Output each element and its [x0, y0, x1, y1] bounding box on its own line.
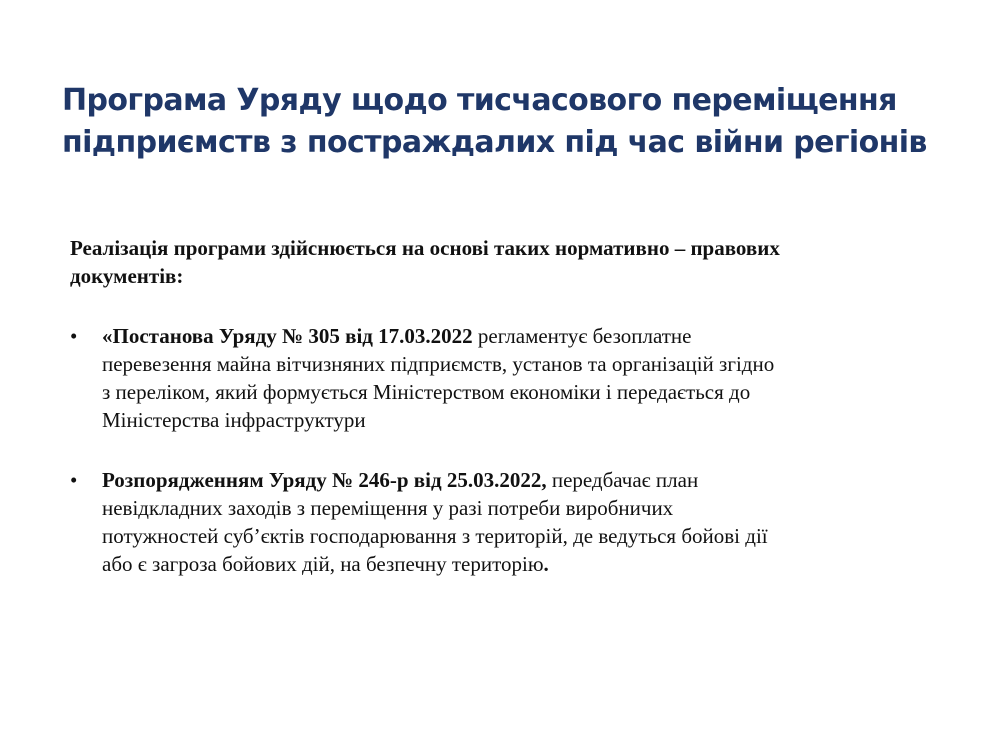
- slide-title: [62, 80, 962, 164]
- bullet-line: з переліком, який формується Міністерством економіки і передається до: [102, 380, 751, 404]
- intro-line: Реалізація програми здійснюється на основі таких нормативно – правових: [70, 236, 780, 260]
- bullet-item-resolution-305: [70, 322, 930, 434]
- slide-body: [70, 234, 930, 578]
- bullet-line: перевезення майна вітчизняних підприємств, установ та організацій згідно: [102, 352, 775, 376]
- bullet-line: [102, 550, 930, 578]
- bullet-text: передбачає план: [546, 468, 699, 492]
- bullet-line: [102, 322, 930, 350]
- slide-title-line: підприємств з постраждалих під час війни регіонів: [62, 125, 927, 160]
- bullet-line: потужностей суб’єктів господарювання з територій, де ведуться бойові дії: [102, 524, 768, 548]
- bullet-text: регламентує безоплатне: [472, 324, 692, 348]
- bullet-list: [70, 322, 930, 578]
- bullet-dot-icon: •: [70, 324, 78, 348]
- bullet-line: Міністерства інфраструктури: [102, 408, 366, 432]
- bullet-bold-lead: «Постанова Уряду № 305 від 17.03.2022: [102, 324, 473, 348]
- bullet-period: .: [543, 552, 549, 576]
- intro-line: документів:: [70, 264, 184, 288]
- bullet-bold-lead: Розпорядженням Уряду № 246-р від 25.03.2022,: [102, 468, 547, 492]
- bullet-text: або є загроза бойових дій, на безпечну територію: [102, 552, 544, 576]
- bullet-line: [102, 466, 930, 494]
- slide-title-line: Програма Уряду щодо тисчасового переміщення: [62, 83, 897, 118]
- bullet-line: невідкладних заходів з переміщення у разі потреби виробничих: [102, 496, 674, 520]
- bullet-dot-icon: •: [70, 468, 78, 492]
- bullet-item-order-246: [70, 466, 930, 578]
- intro-paragraph: [70, 234, 930, 290]
